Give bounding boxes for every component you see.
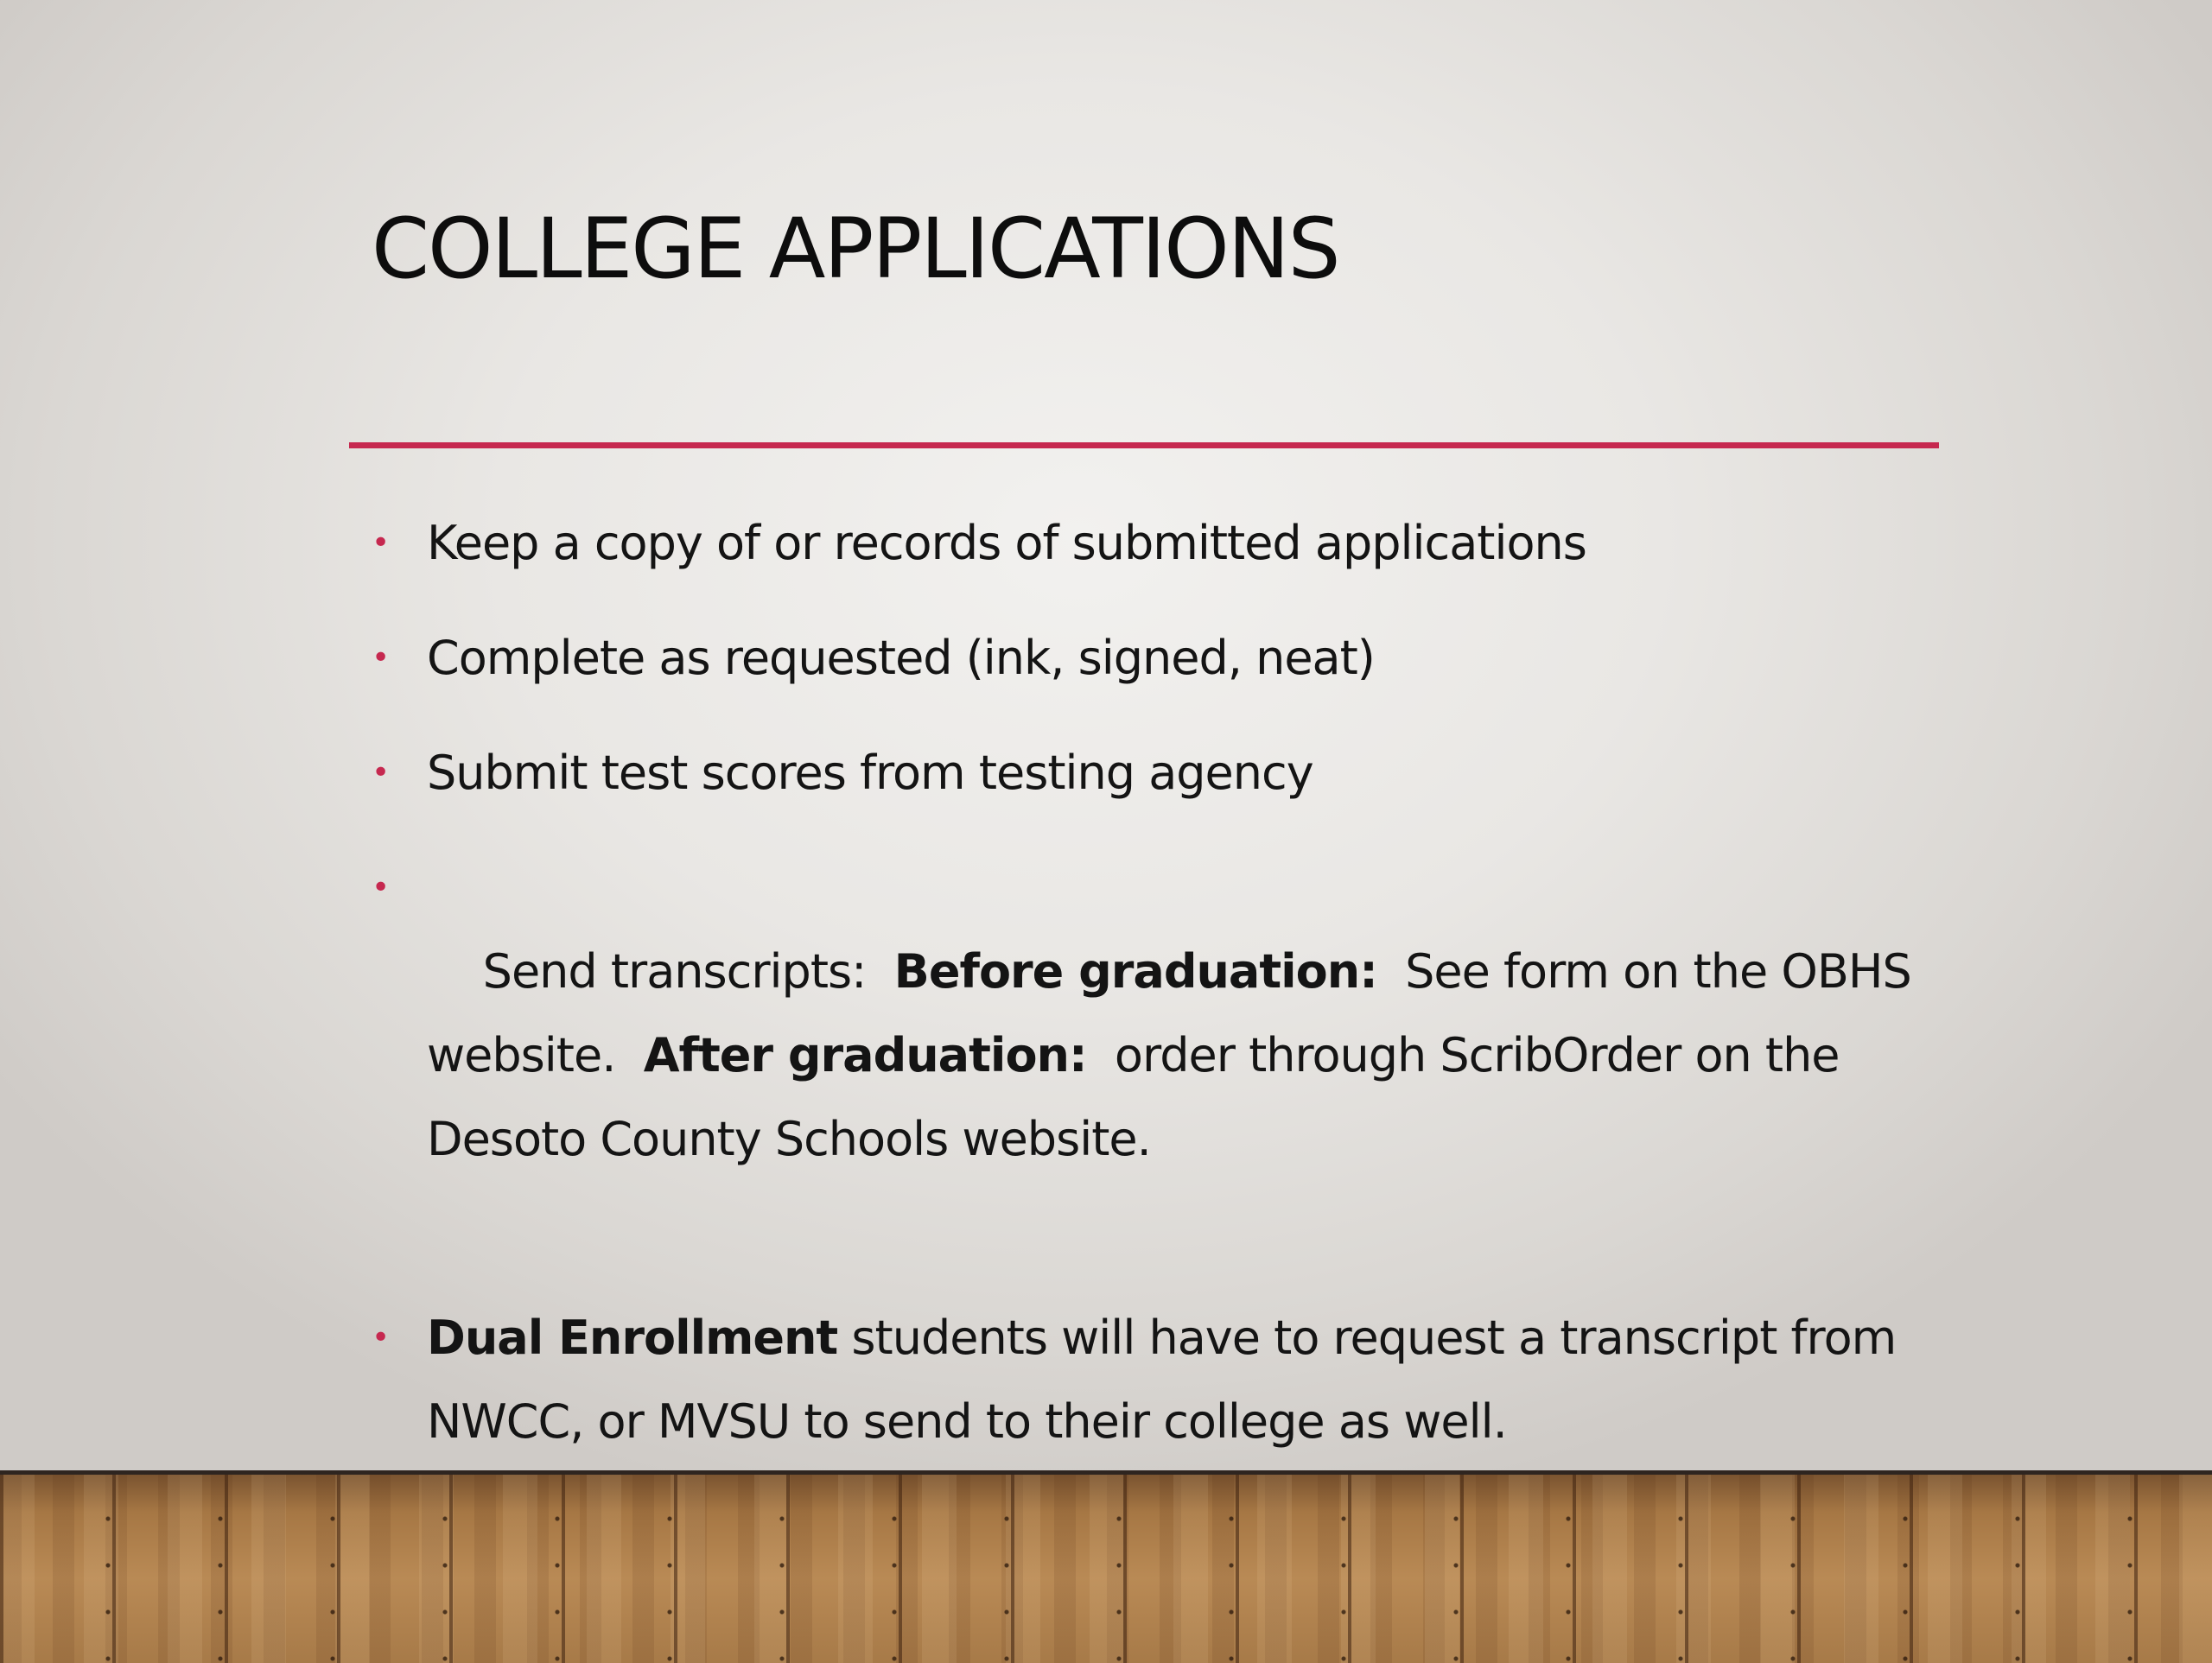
bullet-dot-icon: •	[372, 870, 390, 905]
bullet-text: Keep a copy of or records of submitted applications	[427, 516, 1586, 570]
bullet-text-segment: students will have to request a transcript from NWCC, or MVSU to send to their college as well.	[427, 1311, 1897, 1449]
bullet-dot-icon: •	[372, 1320, 390, 1355]
floor-nail-pattern	[0, 1475, 2212, 1663]
bullet-bold-segment: After graduation:	[643, 1028, 1087, 1082]
bullet-text-segment: order through ScribOrder on the Desoto County Schools website.	[427, 1028, 1853, 1166]
bullet-list	[372, 501, 1953, 1495]
bullet-dot-icon: •	[372, 640, 390, 676]
bullet-item	[372, 501, 1953, 585]
wood-floor-background	[0, 1470, 2212, 1663]
bullet-item	[372, 1296, 1953, 1463]
bullet-text-segment: Send transcripts:	[482, 944, 894, 999]
slide-title: COLLEGE APPLICATIONS	[372, 200, 1339, 297]
bullet-text: Complete as requested (ink, signed, neat)	[427, 631, 1375, 685]
bullet-item	[372, 846, 1953, 1265]
bullet-dot-icon: •	[372, 525, 390, 561]
title-divider	[349, 442, 1939, 448]
bullet-dot-icon: •	[372, 755, 390, 790]
bullet-text: Submit test scores from testing agency	[427, 746, 1313, 800]
bullet-bold-segment: Dual Enrollment	[427, 1311, 838, 1365]
bullet-item	[372, 616, 1953, 700]
bullet-item	[372, 731, 1953, 815]
bullet-bold-segment: Before graduation:	[893, 944, 1377, 999]
bullet-text-segment: See form on the OBHS website.	[427, 944, 1925, 1082]
